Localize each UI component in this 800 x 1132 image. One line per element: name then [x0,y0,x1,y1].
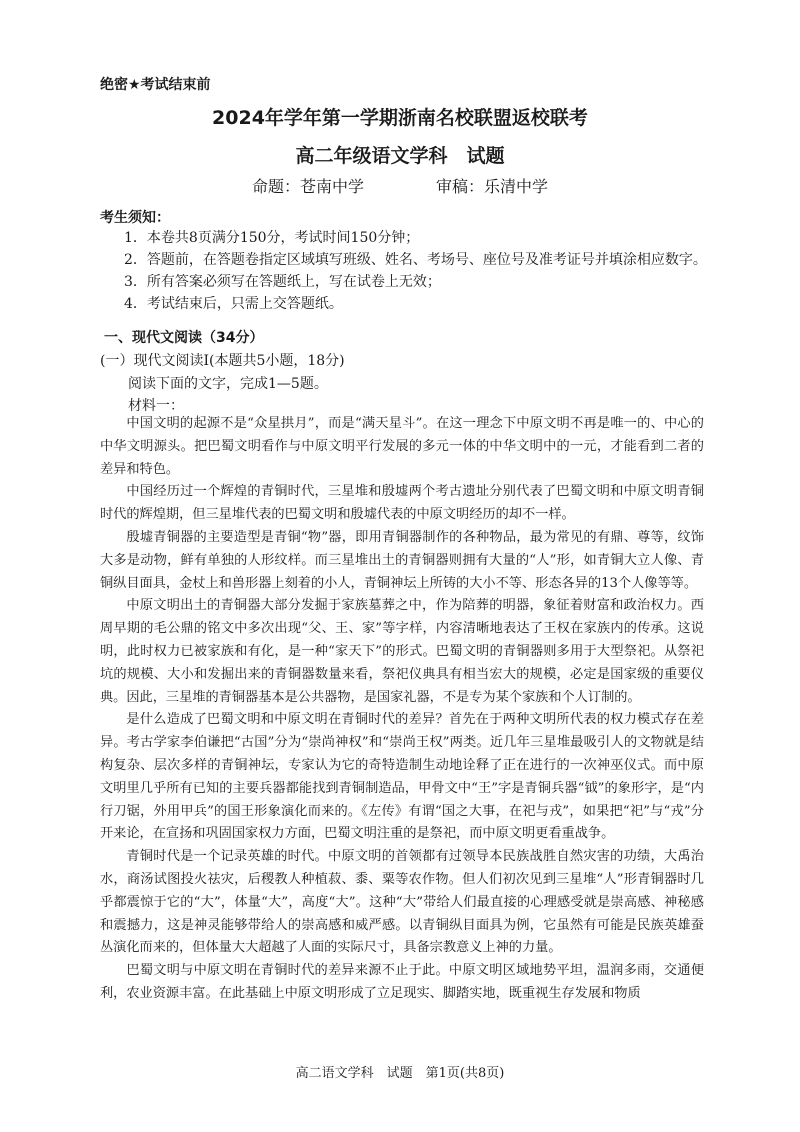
notice-item: 3．所有答案必须写在答题纸上，写在试卷上无效； [124,274,441,290]
paragraph: 中国经历过一个辉煌的青铜时代，三星堆和殷墟两个考古遗址分别代表了巴蜀文明和中原文明青铜时代的辉煌期，但三星堆代表的巴蜀文明和殷墟代表的中原文明经历的却不一样。 [100,484,704,523]
paragraph: 中原文明出土的青铜器大部分发掘于家族墓葬之中，作为陪葬的明器，象征着财富和政治权力。西周早期的毛公鼎的铭文中多次出现“父、王、家”等字样，内容清晰地表达了王权在家族内的传承。这说明，此时权力已被家族和有化，是一种“家天下”的形式。巴蜀文明的青铜器则多用于大型祭祀。从祭祀坑的规模、大小和发掘出来的青铜器数量来看，祭祀仪典具有相当宏大的规模，必定是国家级的重要仪典。因此，三星堆的青铜器基本是公共器物，是国家礼器，不是专为某个家族和个人订制的。 [100,598,704,705]
paragraph: 巴蜀文明与中原文明在青铜时代的差异来源不止于此。中原文明区域地势平坦，温润多雨，交通便利，农业资源丰富。在此基础上中原文明形成了立足现实、脚踏实地，既重视生存发展和物质 [100,963,704,1001]
material-label: 材料一： [128,398,184,414]
reviewer: 审稿：乐清中学 [436,177,549,196]
page-footer: 高二语文学科 试题 第1页(共8页) [295,1066,505,1081]
confidential-mark: 绝密★考试结束前 [100,77,211,93]
notice-item: 1．本卷共8页满分150分，考试时间150分钟； [124,230,420,246]
notice-item: 2．答题前，在答题卷指定区域填写班级、姓名、考场号、座位号及准考证号并填涂相应数字。 [124,252,707,268]
notice-item: 4．考试结束后，只需上交答题纸。 [124,296,343,312]
subsection-heading: (一）现代文阅读Ⅰ(本题共5小题，18分) [100,353,345,369]
paragraph: 青铜时代是一个记录英雄的时代。中原文明的首领都有过领导本民族战胜自然灾害的功绩，大禹治水，商汤试图投火祛灾，后稷教人种植菽、黍、粟等农作物。但人们初次见到三星堆“人”形青铜器时几乎都震惊于它的“大”，体量“大”，高度“大”。这种“大”带给人们最直接的心理感受就是崇高感、神秘感和震撼力，这是神灵能够带给人的崇高感和威严感。以青铜纵目面具为例，它虽然有可能是民族英雄蚕丛演化而来的，但体量大大超越了人面的实际尺寸，具备宗教意义上神的力量。 [100,849,704,956]
section-heading: 一、现代文阅读（34分） [104,330,264,346]
reading-passage [100,413,704,1006]
exam-subtitle: 高二年级语文学科 试题 [295,145,505,167]
notice-list [124,227,707,315]
paragraph: 是什么造成了巴蜀文明和中原文明在青铜时代的差异？首先在于两种文明所代表的权力模式存在差异。考古学家李伯谦把“古国”分为“崇尚神权”和“崇尚王权”两类。近几年三星堆最吸引人的文物就是结构复杂、层次多样的青铜神坛，专家认为它的奇特造制生动地诠释了正在进行的一次神巫仪式。而中原文明里几乎所有已知的主要兵器都能找到青铜制造品，甲骨文中“王”字是青铜兵器“钺”的象形字，是“内行刀锯，外用甲兵”的国王形象演化而来的。《左传》有谓“国之大事，在祀与戎”，如果把“祀”与“戎”分开来论，在宣扬和巩固国家权力方面，巴蜀文明注重的是祭祀，而中原文明更看重战争。 [100,712,704,842]
author: 命题：苍南中学 [251,177,364,196]
exam-title: 2024年学年第一学期浙南名校联盟返校联考 [212,107,588,129]
instruction: 阅读下面的文字，完成1—5题。 [128,376,328,392]
author-line [0,174,800,197]
paragraph: 殷墟青铜器的主要造型是青铜“物”器，即用青铜器制作的各种物品，最为常见的有鼎、尊等，纹饰大多是动物，鲜有单独的人形纹样。而三星堆出土的青铜器则拥有大量的“人”形，如青铜大立人像、青铜纵目面具，金杖上和兽形器上刻着的小人，青铜神坛上所铸的大小不等、形态各异的13个人像等等。 [100,529,704,591]
notice-heading: 考生须知： [100,210,170,226]
paragraph: 中国文明的起源不是“众星拱月”，而是“满天星斗”。在这一理念下中原文明不再是唯一的、中心的中华文明源头。把巴蜀文明看作与中原文明平行发展的多元一体的中华文明中的一元，才能看到二者的差异和特色。 [100,416,704,477]
